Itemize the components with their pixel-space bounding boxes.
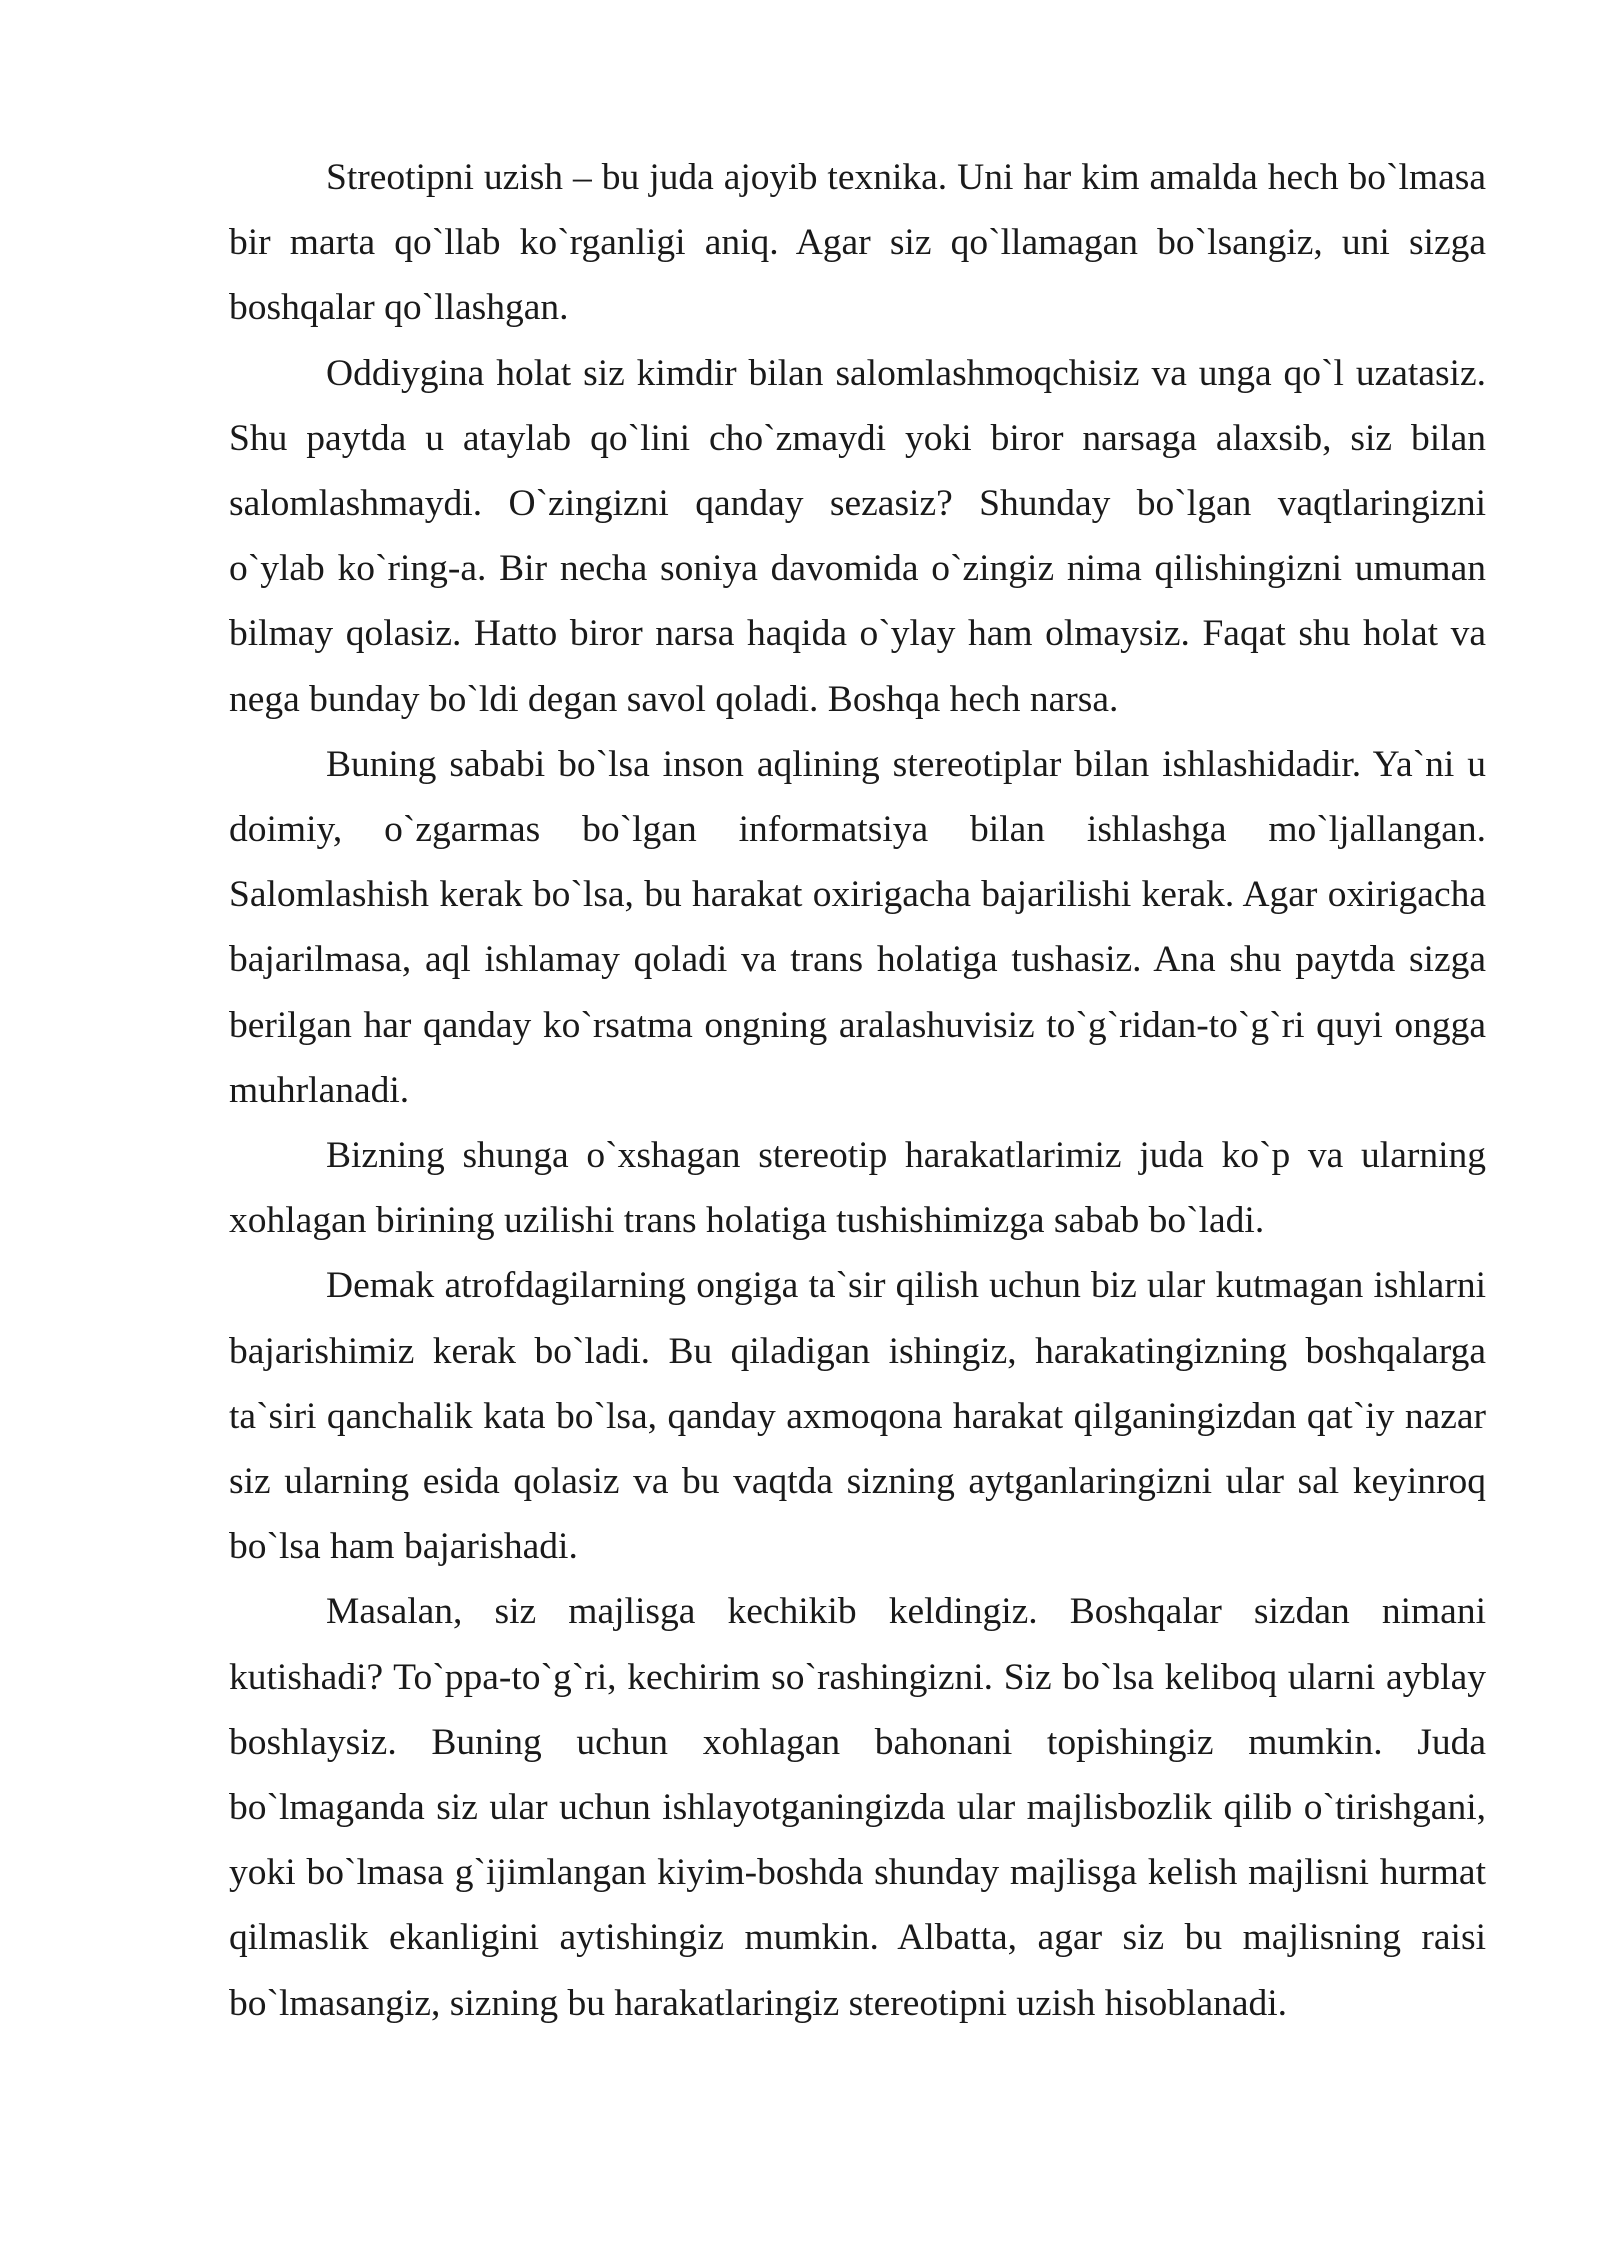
paragraph-4: Bizning shunga o`xshagan stereotip harakatlarimiz juda ko`p va ularning xohlagan birining uzilishi trans holatiga tushishimizga sabab bo`ladi. bbox=[229, 1135, 1486, 1242]
paragraph-2: Oddiygina holat siz kimdir bilan salomlashmoqchisiz va unga qo`l uzatasiz. Shu paytda u ataylab qo`lini cho`zmaydi yoki biror narsaga alaxsib, siz bilan salomlashmaydi. O`zingizni qanday sezasiz? Shunday bo`lgan vaqtlaringizni o`ylab ko`ring-a. Bir necha soniya davomida o`zingiz nima qilishingizni umuman bilmay qolasiz. Hatto biror narsa haqida o`ylay ham olmaysiz. Faqat shu holat va nega bunday bo`ldi degan savol qoladi. Boshqa hech narsa. bbox=[229, 352, 1486, 720]
paragraph-5: Demak atrofdagilarning ongiga ta`sir qilish uchun biz ular kutmagan ishlarni bajarishimiz kerak bo`ladi. Bu qiladigan ishingiz, harakatingizning boshqalarga ta`siri qanchalik kata bo`lsa, qanday axmoqona harakat qilganingizdan qat`iy nazar siz ularning esida qolasiz va bu vaqtda sizning aytganlaringizni ular sal keyinroq bo`lsa ham bajarishadi. bbox=[229, 1265, 1486, 1568]
paragraph-1: Streotipni uzish – bu juda ajoyib texnika. Uni har kim amalda hech bo`lmasa bir marta qo`llab ko`rganligi aniq. Agar siz qo`llamagan bo`lsangiz, uni sizga boshqalar qo`llashgan. bbox=[229, 157, 1486, 329]
paragraph-3: Buning sababi bo`lsa inson aqlining stereotiplar bilan ishlashidadir. Ya`ni u doimiy, o`zgarmas bo`lgan informatsiya bilan ishlashga mo`ljallangan. Salomlashish kerak bo`lsa, bu harakat oxirigacha bajarilishi kerak. Agar oxirigacha bajarilmasa, aql ishlamay qoladi va trans holatiga tushasiz. Ana shu paytda sizga berilgan har qanday ko`rsatma ongning aralashuvisiz to`g`ridan-to`g`ri quyi ongga muhrlanadi. bbox=[229, 743, 1486, 1111]
paragraph-6: Masalan, siz majlisga kechikib keldingiz. Boshqalar sizdan nimani kutishadi? To`ppa-to`g`ri, kechirim so`rashingizni. Siz bo`lsa keliboq ularni ayblay boshlaysiz. Buning uchun xohlagan bahonani topishingiz mumkin. Juda bo`lmaganda siz ular uchun ishlayotganingizda ular majlisbozlik qilib o`tirishgani, yoki bo`lmasa g`ijimlangan kiyim-boshda shunday majlisga kelish majlisni hurmat qilmaslik ekanligini aytishingiz mumkin. Albatta, agar siz bu majlisning raisi bo`lmasangiz, sizning bu harakatlaringiz stereotipni uzish hisoblanadi. bbox=[229, 1591, 1486, 2024]
document-body bbox=[229, 145, 1486, 2036]
